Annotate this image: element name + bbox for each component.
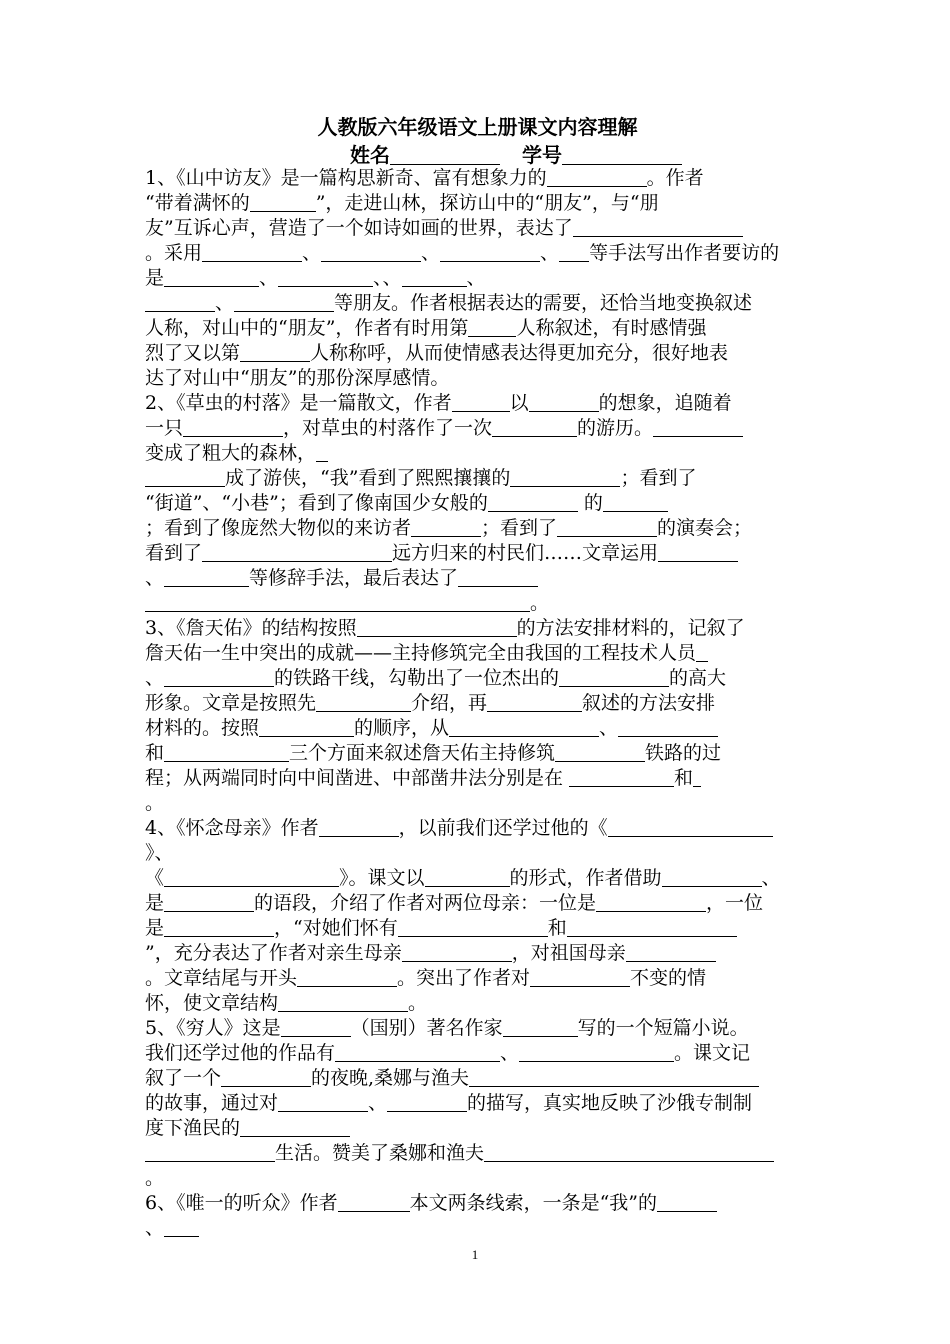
text-segment: ，对祖国母亲 (511, 942, 626, 964)
text-segment: 、 (145, 567, 165, 589)
text-line (145, 1216, 815, 1241)
text-segment: 的顺序，从 (354, 717, 450, 739)
answer-blank[interactable] (164, 267, 259, 287)
answer-blank[interactable] (658, 542, 738, 562)
answer-blank[interactable] (221, 1067, 311, 1087)
answer-blank[interactable] (387, 1092, 467, 1112)
text-line (145, 466, 815, 491)
text-line (145, 341, 815, 366)
text-segment: 。课文记 (674, 1042, 751, 1064)
text-segment: 叙述的方法安排 (582, 692, 716, 714)
answer-blank[interactable] (657, 1192, 717, 1212)
text-line (145, 716, 815, 741)
text-segment: 、 (302, 242, 322, 264)
answer-blank[interactable] (164, 667, 274, 687)
text-segment: 》、 (145, 842, 174, 864)
text-line (145, 241, 815, 266)
answer-blank[interactable] (278, 267, 373, 287)
text-line (145, 941, 815, 966)
answer-blank[interactable] (402, 942, 512, 962)
text-segment: 。 (145, 792, 165, 814)
text-segment: 的 (577, 492, 603, 514)
answer-blank[interactable] (530, 967, 630, 987)
answer-blank[interactable] (202, 542, 392, 562)
text-segment: 度下渔民的 (145, 1117, 241, 1139)
text-line (145, 1016, 815, 1041)
text-segment: 以 (509, 392, 529, 414)
text-line (145, 441, 815, 466)
text-segment: 、 (421, 242, 441, 264)
text-line (145, 1141, 815, 1166)
text-segment: 程；从两端同时向中间凿进、中部凿井法分别是在 (145, 767, 570, 789)
answer-blank[interactable] (250, 192, 316, 212)
answer-blank[interactable] (449, 717, 599, 737)
answer-blank[interactable] (316, 692, 411, 712)
answer-blank[interactable] (503, 1017, 578, 1037)
text-segment: 的故事，通过对 (145, 1092, 279, 1114)
text-segment: 》。课文以 (339, 867, 425, 889)
text-segment: 的方法安排材料的，记叙了 (516, 617, 745, 639)
answer-blank[interactable] (164, 567, 249, 587)
text-segment: ”，充分表达了作者对亲生母亲 (145, 942, 402, 964)
answer-blank[interactable] (164, 867, 339, 887)
answer-blank[interactable] (145, 1142, 275, 1162)
text-segment: 。 (145, 1167, 165, 1189)
answer-blank[interactable] (319, 817, 399, 837)
text-line (145, 816, 815, 841)
answer-blank[interactable] (164, 917, 274, 937)
text-segment: 是 (145, 917, 165, 939)
text-segment: 的想象，追随着 (598, 392, 732, 414)
answer-blank[interactable] (281, 1017, 351, 1037)
text-line (145, 791, 815, 816)
text-segment: 、 (466, 267, 486, 289)
text-segment: 达了对山中“朋友”的那份深厚感情。 (145, 367, 450, 389)
text-segment: 、 (599, 717, 619, 739)
text-segment: 、 (540, 242, 560, 264)
text-line (145, 366, 815, 391)
text-segment: 、 (500, 1042, 520, 1064)
text-segment: 铁路的过 (645, 742, 722, 764)
text-segment: 怀，使文章结构 (145, 992, 279, 1014)
answer-blank[interactable] (559, 242, 589, 262)
answer-blank[interactable] (573, 217, 743, 237)
text-segment: 等修辞手法，最后表达了 (249, 567, 459, 589)
text-line (145, 641, 815, 666)
answer-blank[interactable] (411, 517, 481, 537)
text-segment: ；看到了像庞然大物似的来访者 (145, 517, 412, 539)
answer-blank[interactable] (452, 392, 510, 412)
answer-blank[interactable] (183, 417, 283, 437)
text-segment: 本文两条线索，一条是“我”的 (409, 1192, 658, 1214)
text-line (145, 191, 815, 216)
text-segment: 是 (145, 267, 165, 289)
text-segment: 詹天佑一生中突出的成就——主持修筑完全由我国的工程技术人员 (145, 642, 697, 664)
answer-blank[interactable] (278, 992, 408, 1012)
text-segment: 写的一个短篇小说。 (577, 1017, 749, 1039)
student-info-line (350, 141, 682, 169)
name-blank[interactable] (390, 145, 500, 165)
text-segment: 5、《穷人》这是 (145, 1017, 281, 1039)
student-id-label: 学号 (522, 143, 562, 167)
text-segment: 看到了 (145, 542, 203, 564)
text-line (145, 991, 815, 1016)
text-segment: 、 (215, 292, 235, 314)
answer-blank[interactable] (202, 242, 302, 262)
text-segment: 的铁路干线，勾勒出了一位杰出的 (274, 667, 560, 689)
text-segment: 形象。文章是按照先 (145, 692, 317, 714)
text-segment: 、 (761, 867, 781, 889)
answer-blank[interactable] (164, 1217, 199, 1237)
text-segment: ；看到了 (620, 467, 697, 489)
text-segment: 远方归来的村民们……文章运用 (392, 542, 659, 564)
text-segment: 三个方面来叙述詹天佑主持修筑 (289, 742, 556, 764)
text-segment: 。文章结尾与开头 (145, 967, 298, 989)
answer-blank[interactable] (626, 942, 716, 962)
answer-blank[interactable] (557, 517, 657, 537)
text-line (145, 566, 815, 591)
text-line (145, 491, 815, 516)
answer-blank[interactable] (596, 892, 706, 912)
text-segment: 我们还学过他的作品有 (145, 1042, 336, 1064)
text-line (145, 891, 815, 916)
text-segment: ，“对她们怀有 (274, 917, 398, 939)
text-line (145, 266, 815, 291)
text-segment: 。 (530, 592, 550, 614)
answer-blank[interactable] (693, 767, 701, 787)
text-line (145, 316, 815, 341)
text-segment: 、 (145, 667, 165, 689)
text-segment: 的形式，作者借助 (509, 867, 662, 889)
exercise-text (145, 166, 815, 1241)
text-segment: 《 (145, 867, 165, 889)
text-line (145, 541, 815, 566)
text-segment: 友”互诉心声，营造了一个如诗如画的世界，表达了 (145, 217, 573, 239)
text-line (145, 1166, 815, 1191)
text-segment: 和 (674, 767, 694, 789)
answer-blank[interactable] (259, 717, 354, 737)
text-line (145, 616, 815, 641)
text-line (145, 216, 815, 241)
text-segment: 和 (145, 742, 165, 764)
text-segment: 2、《草虫的村落》是一篇散文，作者 (145, 392, 452, 414)
text-segment: 等朋友。作者根据表达的需要，还恰当地变换叙述 (334, 292, 753, 314)
text-segment: 3、《詹天佑》的结构按照 (145, 617, 357, 639)
text-segment: 材料的。按照 (145, 717, 260, 739)
page-title: 人教版六年级语文上册课文内容理解 (317, 115, 638, 139)
text-segment: 成了游侠，“我”看到了熙熙攘攘的 (225, 467, 511, 489)
text-segment: ，以前我们还学过他的《 (398, 817, 608, 839)
answer-blank[interactable] (569, 767, 674, 787)
text-segment: 6、《唯一的听众》作者 (145, 1192, 338, 1214)
text-line (145, 416, 815, 441)
text-segment: 。采用 (145, 242, 203, 264)
answer-blank[interactable] (234, 292, 334, 312)
answer-blank[interactable] (164, 892, 254, 912)
answer-blank[interactable] (559, 667, 669, 687)
text-segment: 变成了粗大的森林， (145, 442, 317, 464)
answer-blank[interactable] (618, 717, 718, 737)
text-segment: 生活。赞美了桑娜和渔夫 (275, 1142, 485, 1164)
text-line (145, 391, 815, 416)
text-line (145, 691, 815, 716)
name-label: 姓名 (350, 143, 390, 167)
text-segment: 4、《怀念母亲》作者 (145, 817, 319, 839)
answer-blank[interactable] (547, 167, 647, 187)
answer-blank[interactable] (458, 567, 538, 587)
text-segment: 人称称呼，从而使情感表达得更加充分，很好地表 (310, 342, 729, 364)
text-segment: ，一位 (706, 892, 764, 914)
text-segment: 不变的情 (630, 967, 707, 989)
text-segment: 和 (547, 917, 567, 939)
text-line (145, 666, 815, 691)
text-line (145, 516, 815, 541)
answer-blank[interactable] (402, 267, 467, 287)
answer-blank[interactable] (240, 342, 310, 362)
answer-blank[interactable] (278, 1092, 368, 1112)
text-segment: 是 (145, 892, 165, 914)
answer-blank[interactable] (240, 1117, 350, 1137)
text-segment: 、 (259, 267, 279, 289)
answer-blank[interactable] (484, 1142, 774, 1162)
text-segment: 等手法写出作者要访的 (589, 242, 780, 264)
text-segment: 的游历。 (577, 417, 654, 439)
text-segment: 人称，对山中的“朋友”，作者有时用第 (145, 317, 469, 339)
answer-blank[interactable] (488, 492, 578, 512)
text-line (145, 966, 815, 991)
answer-blank[interactable] (338, 1192, 410, 1212)
answer-blank[interactable] (603, 492, 668, 512)
text-segment: ，对草虫的村落作了一次 (283, 417, 493, 439)
text-segment: （国别）著名作家 (350, 1017, 503, 1039)
text-line (145, 741, 815, 766)
answer-blank[interactable] (164, 742, 289, 762)
text-segment: 1、《山中访友》是一篇构思新奇、富有想象力的 (145, 167, 547, 189)
student-id-blank[interactable] (562, 145, 682, 165)
answer-blank[interactable] (145, 292, 215, 312)
answer-blank[interactable] (696, 642, 708, 662)
answer-blank[interactable] (398, 917, 548, 937)
answer-blank[interactable] (335, 1042, 500, 1062)
text-segment: 的高大 (669, 667, 727, 689)
text-line (145, 1116, 815, 1141)
text-line (145, 916, 815, 941)
answer-blank[interactable] (425, 867, 510, 887)
text-segment: 、 (368, 1092, 388, 1114)
text-segment: 的夜晚,桑娜与渔夫 (311, 1067, 470, 1089)
answer-blank[interactable] (469, 1067, 759, 1087)
answer-blank[interactable] (608, 817, 773, 837)
answer-blank[interactable] (440, 242, 540, 262)
text-segment: “街道”、“小巷”；看到了像南国少女般的 (145, 492, 488, 514)
text-segment: 。突出了作者对 (397, 967, 531, 989)
text-segment: 。作者 (646, 167, 704, 189)
text-segment: ”，走进山林，探访山中的“朋友”，与“朋 (315, 192, 659, 214)
answer-blank[interactable] (468, 317, 516, 337)
answer-blank[interactable] (321, 242, 421, 262)
answer-blank[interactable] (145, 467, 225, 487)
text-line (145, 1066, 815, 1091)
answer-blank[interactable] (567, 917, 737, 937)
answer-blank[interactable] (357, 617, 517, 637)
text-line (145, 841, 815, 866)
text-segment: 介绍，再 (411, 692, 488, 714)
text-line (145, 866, 815, 891)
text-segment: 、 (145, 1217, 165, 1239)
answer-blank[interactable] (297, 967, 397, 987)
text-line (145, 1191, 815, 1216)
answer-blank[interactable] (519, 1042, 674, 1062)
text-line (145, 166, 815, 191)
answer-blank[interactable] (316, 442, 328, 462)
answer-blank[interactable] (487, 692, 582, 712)
text-segment: 、、 (373, 267, 402, 289)
answer-blank[interactable] (492, 417, 577, 437)
text-segment: 烈了又以第 (145, 342, 241, 364)
text-segment: “带着满怀的 (145, 192, 250, 214)
answer-blank[interactable] (529, 392, 599, 412)
page-number: 1 (471, 1247, 479, 1262)
text-line (145, 1091, 815, 1116)
answer-blank[interactable] (653, 417, 743, 437)
text-segment: 的描写，真实地反映了沙俄专制制 (467, 1092, 753, 1114)
text-segment: 人称叙述，有时感情强 (516, 317, 707, 339)
text-segment: 一只 (145, 417, 184, 439)
text-line (145, 766, 815, 791)
answer-blank[interactable] (145, 592, 530, 612)
text-segment: ；看到了 (481, 517, 558, 539)
answer-blank[interactable] (510, 467, 620, 487)
text-line (145, 291, 815, 316)
text-segment: 。 (408, 992, 428, 1014)
text-segment: 的演奏会； (657, 517, 753, 539)
text-segment: 叙了一个 (145, 1067, 222, 1089)
text-segment: 的语段，介绍了作者对两位母亲：一位是 (254, 892, 597, 914)
text-line (145, 1041, 815, 1066)
answer-blank[interactable] (555, 742, 645, 762)
answer-blank[interactable] (662, 867, 762, 887)
text-line (145, 591, 815, 616)
